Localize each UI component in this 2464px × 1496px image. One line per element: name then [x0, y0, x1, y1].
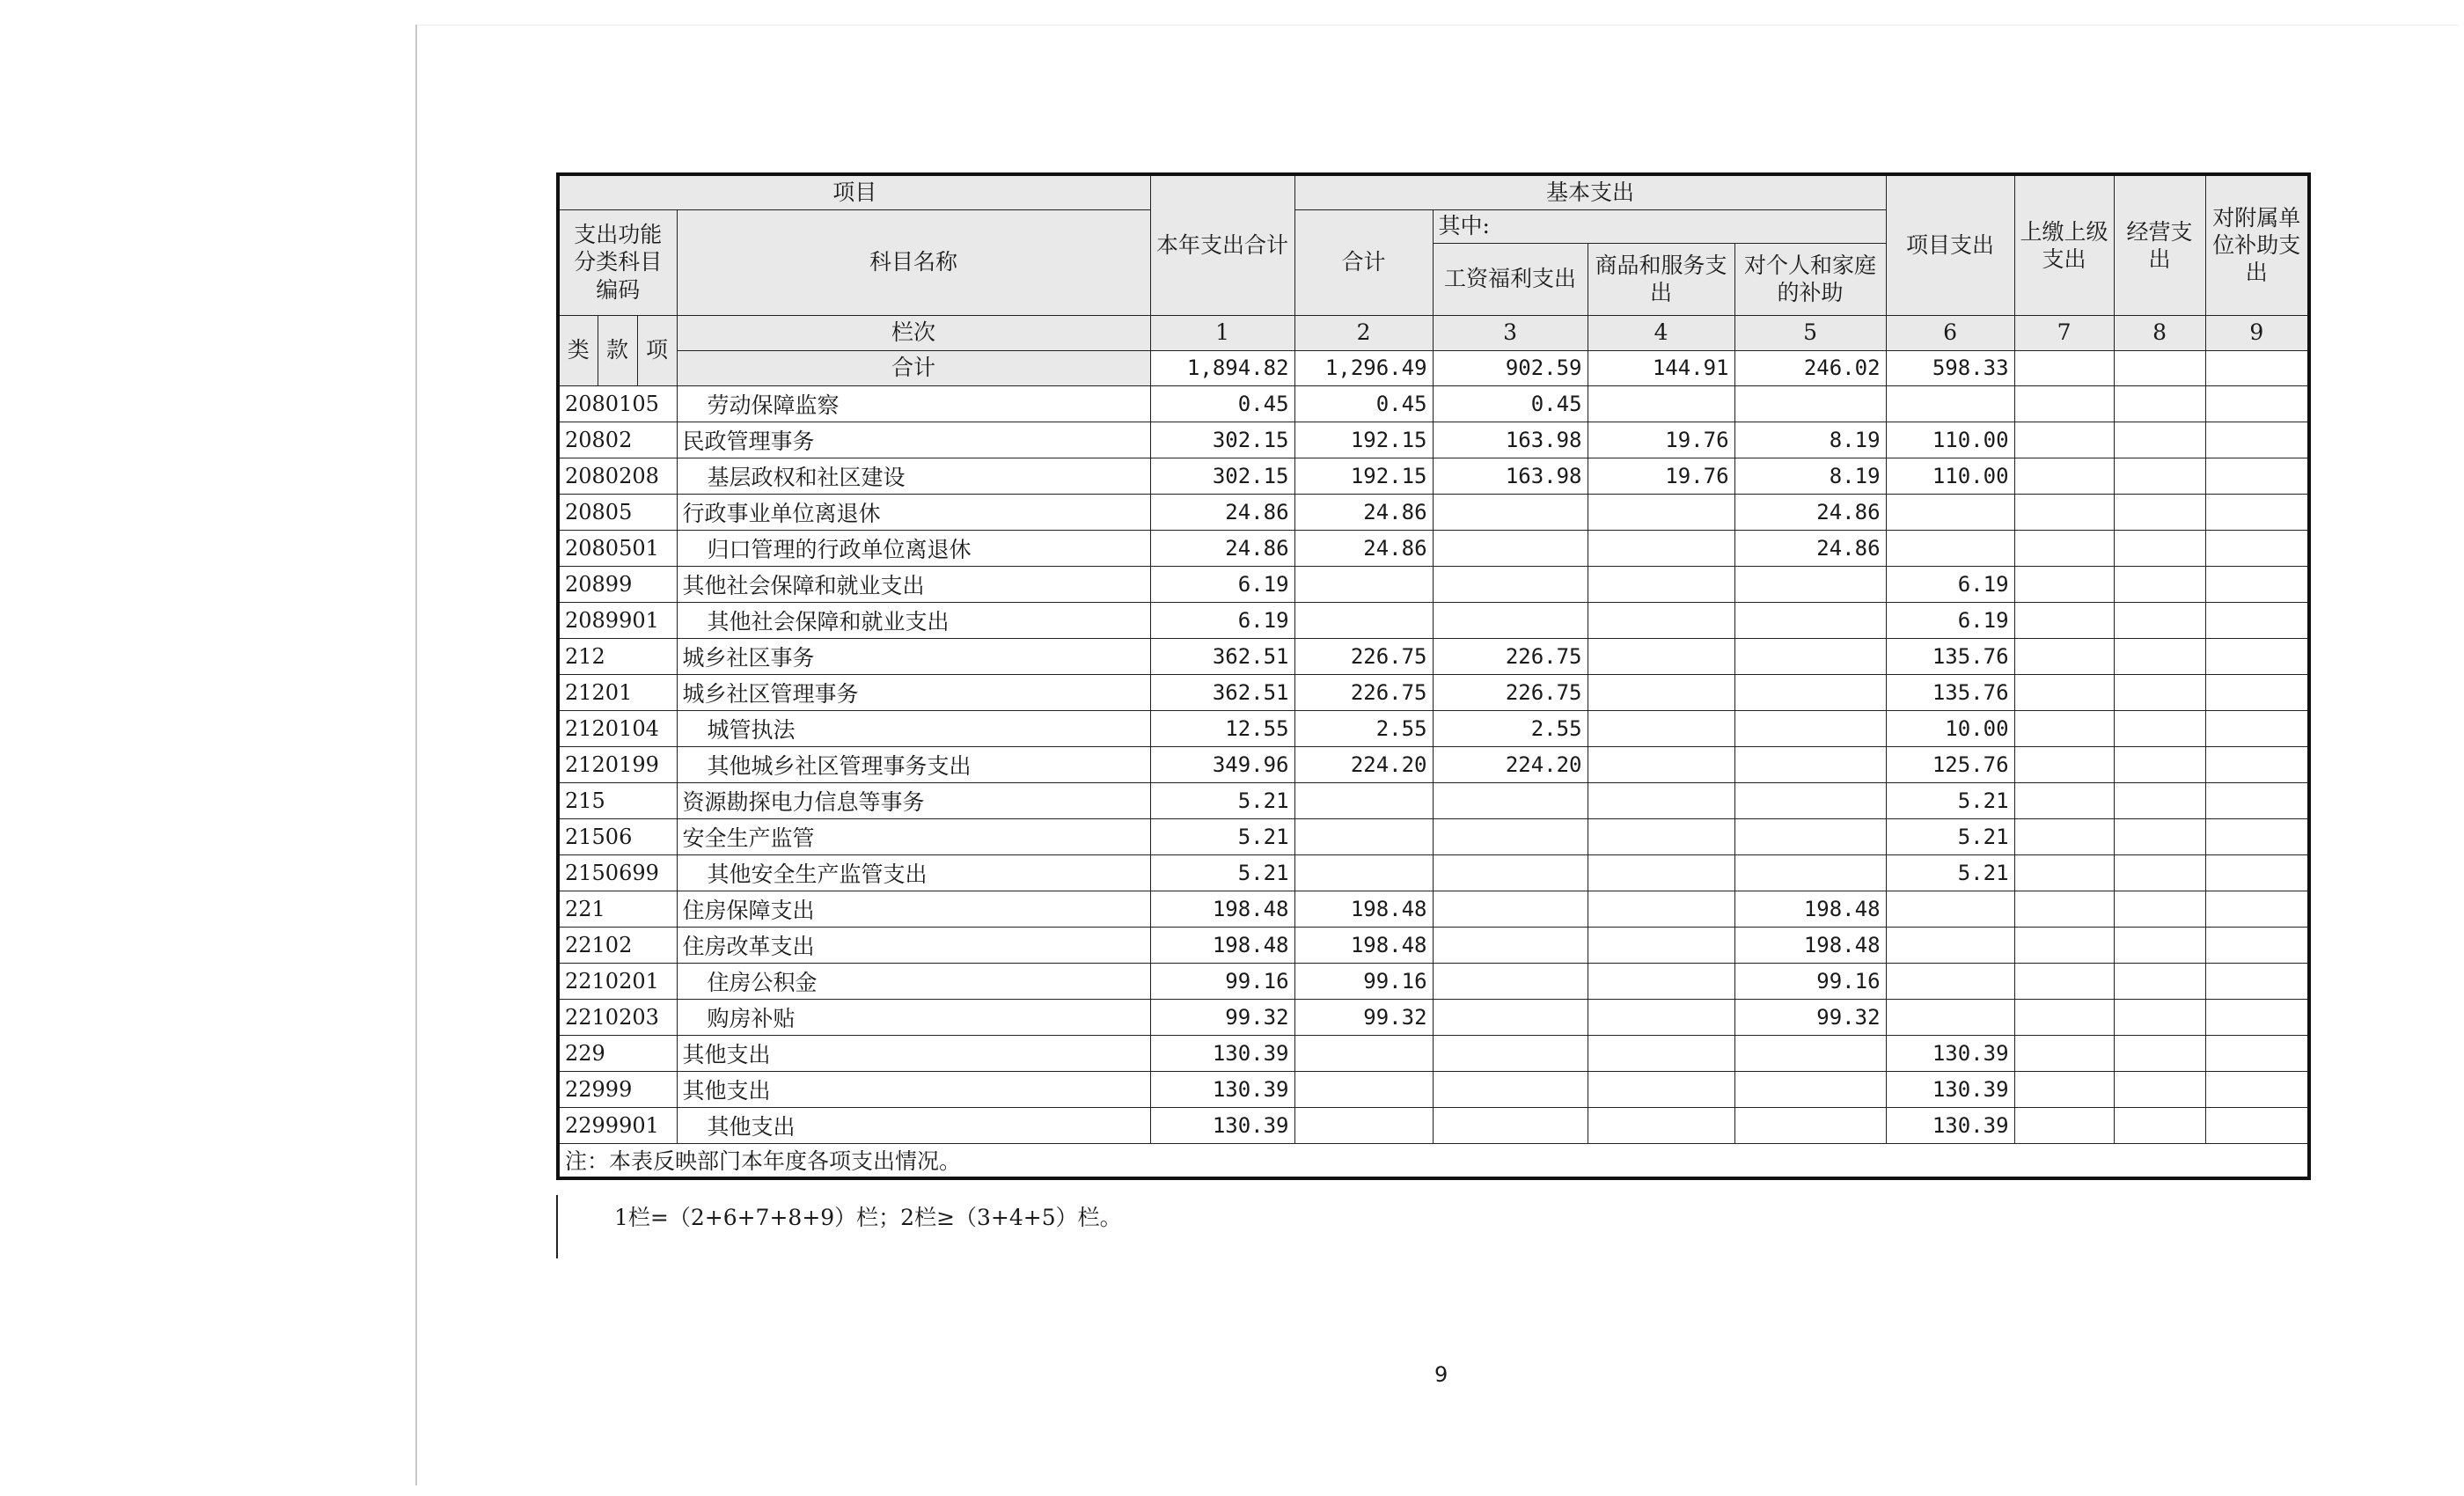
col-num: 3: [1433, 315, 1588, 350]
row-value: 302.15: [1150, 422, 1294, 458]
row-value: [2114, 422, 2205, 458]
row-name: 基层政权和社区建设: [677, 458, 1150, 494]
row-name: 其他支出: [677, 1107, 1150, 1143]
row-value: 198.48: [1734, 891, 1886, 927]
row-value: [2014, 494, 2114, 530]
row-value: [1588, 818, 1734, 854]
row-value: 24.86: [1294, 530, 1433, 566]
row-value: 5.21: [1150, 818, 1294, 854]
row-value: [1433, 566, 1588, 602]
row-value: [1588, 854, 1734, 891]
row-name: 住房改革支出: [677, 927, 1150, 963]
total-cell: [2205, 350, 2309, 385]
row-value: [2205, 530, 2309, 566]
row-value: 362.51: [1150, 674, 1294, 710]
row-value: 99.32: [1150, 999, 1294, 1035]
row-value: [2114, 999, 2205, 1035]
total-cell: 902.59: [1433, 350, 1588, 385]
row-value: [1433, 530, 1588, 566]
row-value: 130.39: [1886, 1035, 2014, 1071]
table-row: [558, 782, 2309, 818]
note-line-2: 1栏=（2+6+7+8+9）栏；2栏≥（3+4+5）栏。: [614, 1205, 1122, 1230]
header-func-code: 支出功能分类科目编码: [558, 209, 677, 315]
row-value: [1588, 602, 1734, 638]
row-value: 2.55: [1433, 710, 1588, 746]
row-value: [1734, 854, 1886, 891]
row-code: 21201: [558, 674, 677, 710]
header-project: 项目支出: [1886, 174, 2014, 315]
row-value: 226.75: [1294, 638, 1433, 674]
row-code: 22999: [558, 1071, 677, 1107]
row-value: 99.16: [1734, 963, 1886, 999]
table-row: [558, 999, 2309, 1035]
table-row: [558, 674, 2309, 710]
row-value: [1588, 927, 1734, 963]
header-lei: 类: [558, 315, 598, 385]
header-personal: 对个人和家庭的补助: [1734, 243, 1886, 315]
row-name: 行政事业单位离退休: [677, 494, 1150, 530]
row-value: [1433, 927, 1588, 963]
row-value: 5.21: [1886, 818, 2014, 854]
row-value: [2114, 1107, 2205, 1143]
row-value: [1588, 999, 1734, 1035]
total-cell: [2014, 350, 2114, 385]
row-value: [2114, 1071, 2205, 1107]
row-value: 5.21: [1150, 782, 1294, 818]
row-value: [1588, 638, 1734, 674]
header-kuan: 款: [598, 315, 637, 385]
row-name: 其他支出: [677, 1071, 1150, 1107]
row-value: [1734, 385, 1886, 422]
row-value: [1433, 854, 1588, 891]
row-value: [1734, 674, 1886, 710]
row-value: [2014, 999, 2114, 1035]
table-row: [558, 710, 2309, 746]
col-num: 2: [1294, 315, 1433, 350]
row-code: 2089901: [558, 602, 677, 638]
row-name: 其他支出: [677, 1035, 1150, 1071]
row-value: [2205, 494, 2309, 530]
row-value: [2114, 385, 2205, 422]
row-value: [1886, 963, 2014, 999]
table-row: [558, 1035, 2309, 1071]
row-value: [1294, 602, 1433, 638]
row-value: 0.45: [1150, 385, 1294, 422]
row-value: [2205, 710, 2309, 746]
row-value: [2014, 854, 2114, 891]
row-value: [2114, 494, 2205, 530]
row-name: 城管执法: [677, 710, 1150, 746]
row-code: 221: [558, 891, 677, 927]
row-value: [2014, 566, 2114, 602]
row-value: [2014, 638, 2114, 674]
total-cell: 1,296.49: [1294, 350, 1433, 385]
row-name: 购房补贴: [677, 999, 1150, 1035]
row-value: [2114, 674, 2205, 710]
row-value: 163.98: [1433, 422, 1588, 458]
row-value: [1433, 891, 1588, 927]
row-code: 20805: [558, 494, 677, 530]
row-name: 其他安全生产监管支出: [677, 854, 1150, 891]
row-name: 其他社会保障和就业支出: [677, 602, 1150, 638]
note-line-1: 注：本表反映部门本年度各项支出情况。: [558, 1143, 2309, 1178]
page-number: 9: [1434, 1362, 1448, 1387]
note-left-rule: [556, 1195, 558, 1258]
header-xiang: 项: [637, 315, 677, 385]
row-name: 劳动保障监察: [677, 385, 1150, 422]
row-value: [1433, 1035, 1588, 1071]
row-value: [1886, 530, 2014, 566]
row-value: [2114, 638, 2205, 674]
row-value: [2014, 530, 2114, 566]
header-basic-exp: 基本支出: [1294, 174, 1886, 209]
row-value: 6.19: [1150, 566, 1294, 602]
row-value: [2014, 1107, 2114, 1143]
row-value: 130.39: [1150, 1107, 1294, 1143]
table-row: [558, 891, 2309, 927]
row-value: [2014, 782, 2114, 818]
row-value: [1886, 494, 2014, 530]
row-value: 5.21: [1886, 854, 2014, 891]
col-num: 8: [2114, 315, 2205, 350]
row-value: 8.19: [1734, 458, 1886, 494]
row-value: [1433, 602, 1588, 638]
row-value: 110.00: [1886, 458, 2014, 494]
row-name: 城乡社区事务: [677, 638, 1150, 674]
row-value: [1734, 1035, 1886, 1071]
row-value: 2.55: [1294, 710, 1433, 746]
row-value: 12.55: [1150, 710, 1294, 746]
table-body: [558, 385, 2309, 1143]
row-value: [1734, 818, 1886, 854]
row-value: 198.48: [1150, 927, 1294, 963]
row-value: [2014, 602, 2114, 638]
row-value: 99.32: [1294, 999, 1433, 1035]
row-value: 125.76: [1886, 746, 2014, 782]
total-cell: 598.33: [1886, 350, 2014, 385]
row-value: [2205, 927, 2309, 963]
page-left-rule: [415, 25, 417, 1485]
row-name: 其他社会保障和就业支出: [677, 566, 1150, 602]
row-value: [2205, 422, 2309, 458]
row-value: 0.45: [1433, 385, 1588, 422]
row-value: [1588, 494, 1734, 530]
row-value: [2014, 710, 2114, 746]
row-value: [2205, 999, 2309, 1035]
row-name: 住房公积金: [677, 963, 1150, 999]
row-code: 2120199: [558, 746, 677, 782]
row-value: [1588, 746, 1734, 782]
row-code: 2080105: [558, 385, 677, 422]
row-value: 226.75: [1294, 674, 1433, 710]
row-value: [2014, 746, 2114, 782]
row-value: [1734, 710, 1886, 746]
row-value: [2014, 385, 2114, 422]
row-value: [1433, 494, 1588, 530]
row-value: [1734, 638, 1886, 674]
row-value: 19.76: [1588, 422, 1734, 458]
row-value: 24.86: [1734, 530, 1886, 566]
row-value: [2114, 530, 2205, 566]
row-code: 2299901: [558, 1107, 677, 1143]
row-value: [1588, 782, 1734, 818]
total-cell: 144.91: [1588, 350, 1734, 385]
row-value: [1294, 1035, 1433, 1071]
row-value: 10.00: [1886, 710, 2014, 746]
row-value: [2114, 927, 2205, 963]
header-subject-name: 科目名称: [677, 209, 1150, 315]
row-value: [1734, 746, 1886, 782]
row-value: [1433, 999, 1588, 1035]
row-value: [1294, 1107, 1433, 1143]
row-code: 2120104: [558, 710, 677, 746]
row-value: [1734, 1107, 1886, 1143]
row-value: 226.75: [1433, 674, 1588, 710]
header-upper: 上缴上级支出: [2014, 174, 2114, 315]
row-code: 20802: [558, 422, 677, 458]
total-cell: 246.02: [1734, 350, 1886, 385]
row-value: [2205, 674, 2309, 710]
row-value: [1886, 927, 2014, 963]
row-value: [1433, 1071, 1588, 1107]
table-row: [558, 566, 2309, 602]
row-value: [1588, 1035, 1734, 1071]
row-code: 2210201: [558, 963, 677, 999]
table-row: [558, 963, 2309, 999]
row-value: [2114, 854, 2205, 891]
row-value: [2205, 385, 2309, 422]
total-cell: [2114, 350, 2205, 385]
row-value: [1433, 818, 1588, 854]
col-num: 6: [1886, 315, 2014, 350]
row-value: 130.39: [1150, 1035, 1294, 1071]
row-value: [1588, 566, 1734, 602]
row-value: [2114, 782, 2205, 818]
header-col-label: 栏次: [677, 315, 1150, 350]
row-value: [2114, 458, 2205, 494]
row-value: 198.48: [1294, 891, 1433, 927]
row-value: [2014, 818, 2114, 854]
row-code: 20899: [558, 566, 677, 602]
table-row: [558, 854, 2309, 891]
table-row: [558, 1071, 2309, 1107]
row-value: [1294, 818, 1433, 854]
header-salary: 工资福利支出: [1433, 243, 1588, 315]
row-value: 110.00: [1886, 422, 2014, 458]
row-name: 资源勘探电力信息等事务: [677, 782, 1150, 818]
row-value: [1588, 891, 1734, 927]
row-value: [1734, 566, 1886, 602]
total-label: 合计: [677, 350, 1150, 385]
row-value: 226.75: [1433, 638, 1588, 674]
col-num: 9: [2205, 315, 2309, 350]
row-value: [1588, 1107, 1734, 1143]
row-value: [2205, 854, 2309, 891]
row-code: 2080208: [558, 458, 677, 494]
note-block: [556, 1195, 2307, 1234]
row-value: [1588, 530, 1734, 566]
row-value: [2114, 710, 2205, 746]
header-business: 经营支出: [2114, 174, 2205, 315]
row-name: 城乡社区管理事务: [677, 674, 1150, 710]
row-value: [2205, 638, 2309, 674]
row-value: 19.76: [1588, 458, 1734, 494]
row-value: 198.48: [1734, 927, 1886, 963]
row-value: [2205, 458, 2309, 494]
row-value: 24.86: [1734, 494, 1886, 530]
row-value: 130.39: [1150, 1071, 1294, 1107]
row-value: [2014, 1071, 2114, 1107]
page-top-rule: [417, 25, 2459, 26]
row-value: 135.76: [1886, 674, 2014, 710]
row-value: [2205, 1071, 2309, 1107]
row-value: [1886, 999, 2014, 1035]
row-value: [2205, 963, 2309, 999]
row-value: [1294, 782, 1433, 818]
table-row: [558, 1107, 2309, 1143]
header-of-which: 其中:: [1433, 209, 1886, 243]
row-value: 224.20: [1433, 746, 1588, 782]
row-value: 5.21: [1886, 782, 2014, 818]
row-value: [1734, 602, 1886, 638]
row-value: [2014, 891, 2114, 927]
table-row: [558, 602, 2309, 638]
row-value: [1294, 566, 1433, 602]
row-code: 22102: [558, 927, 677, 963]
row-value: [2014, 927, 2114, 963]
row-value: [2205, 1035, 2309, 1071]
header-total-exp: 本年支出合计: [1150, 174, 1294, 315]
table-row: [558, 494, 2309, 530]
row-value: [2205, 891, 2309, 927]
row-value: 192.15: [1294, 422, 1433, 458]
row-value: [2114, 963, 2205, 999]
row-value: [1433, 963, 1588, 999]
row-code: 229: [558, 1035, 677, 1071]
total-cell: 1,894.82: [1150, 350, 1294, 385]
row-value: [2205, 1107, 2309, 1143]
row-value: [2014, 674, 2114, 710]
row-value: [1294, 854, 1433, 891]
table-row: [558, 458, 2309, 494]
row-value: 99.32: [1734, 999, 1886, 1035]
row-value: [1886, 385, 2014, 422]
row-name: 住房保障支出: [677, 891, 1150, 927]
row-value: 0.45: [1294, 385, 1433, 422]
row-value: [1294, 1071, 1433, 1107]
row-name: 安全生产监管: [677, 818, 1150, 854]
row-value: [2014, 1035, 2114, 1071]
row-value: [2014, 963, 2114, 999]
row-value: [1588, 674, 1734, 710]
row-value: [1588, 385, 1734, 422]
col-num: 7: [2014, 315, 2114, 350]
row-code: 215: [558, 782, 677, 818]
row-value: 24.86: [1150, 530, 1294, 566]
header-item: 项目: [558, 174, 1150, 209]
col-num: 5: [1734, 315, 1886, 350]
row-value: 198.48: [1294, 927, 1433, 963]
row-value: [2014, 458, 2114, 494]
row-code: 2150699: [558, 854, 677, 891]
row-value: 362.51: [1150, 638, 1294, 674]
row-value: 192.15: [1294, 458, 1433, 494]
row-value: 6.19: [1886, 602, 2014, 638]
row-value: 130.39: [1886, 1071, 2014, 1107]
row-name: 其他城乡社区管理事务支出: [677, 746, 1150, 782]
row-code: 21506: [558, 818, 677, 854]
row-value: [2114, 746, 2205, 782]
row-value: [2014, 422, 2114, 458]
row-value: [1734, 782, 1886, 818]
row-value: 135.76: [1886, 638, 2014, 674]
row-value: 163.98: [1433, 458, 1588, 494]
row-value: 99.16: [1294, 963, 1433, 999]
row-value: [2205, 566, 2309, 602]
row-value: 5.21: [1150, 854, 1294, 891]
row-code: 212: [558, 638, 677, 674]
row-value: 6.19: [1150, 602, 1294, 638]
row-value: [2114, 1035, 2205, 1071]
table-row: [558, 818, 2309, 854]
row-value: 349.96: [1150, 746, 1294, 782]
col-num: 4: [1588, 315, 1734, 350]
row-value: [2205, 602, 2309, 638]
row-code: 2210203: [558, 999, 677, 1035]
row-value: 302.15: [1150, 458, 1294, 494]
table-row: [558, 638, 2309, 674]
row-value: [2114, 602, 2205, 638]
table-row: [558, 385, 2309, 422]
row-value: [2114, 818, 2205, 854]
row-value: [1588, 1071, 1734, 1107]
row-value: [1588, 710, 1734, 746]
row-value: 8.19: [1734, 422, 1886, 458]
row-value: [1734, 1071, 1886, 1107]
header-goods: 商品和服务支出: [1588, 243, 1734, 315]
row-value: [2205, 782, 2309, 818]
col-num: 1: [1150, 315, 1294, 350]
row-value: [1886, 891, 2014, 927]
row-value: [2114, 891, 2205, 927]
row-value: [2205, 818, 2309, 854]
row-value: [1433, 1107, 1588, 1143]
expenditure-table-wrap: [556, 172, 2307, 1175]
row-value: 99.16: [1150, 963, 1294, 999]
header-subtotal: 合计: [1294, 209, 1433, 315]
row-name: 归口管理的行政单位离退休: [677, 530, 1150, 566]
table-row: [558, 927, 2309, 963]
row-value: 198.48: [1150, 891, 1294, 927]
header-subsidy: 对附属单位补助支出: [2205, 174, 2309, 315]
row-value: [1588, 963, 1734, 999]
row-value: 224.20: [1294, 746, 1433, 782]
row-name: 民政管理事务: [677, 422, 1150, 458]
row-code: 2080501: [558, 530, 677, 566]
table-row: [558, 530, 2309, 566]
row-value: 130.39: [1886, 1107, 2014, 1143]
row-value: [2205, 746, 2309, 782]
table-row: [558, 422, 2309, 458]
table-row: [558, 746, 2309, 782]
row-value: [2114, 566, 2205, 602]
row-value: 6.19: [1886, 566, 2014, 602]
row-value: 24.86: [1150, 494, 1294, 530]
row-value: 24.86: [1294, 494, 1433, 530]
expenditure-table: [556, 172, 2311, 1180]
row-value: [1433, 782, 1588, 818]
